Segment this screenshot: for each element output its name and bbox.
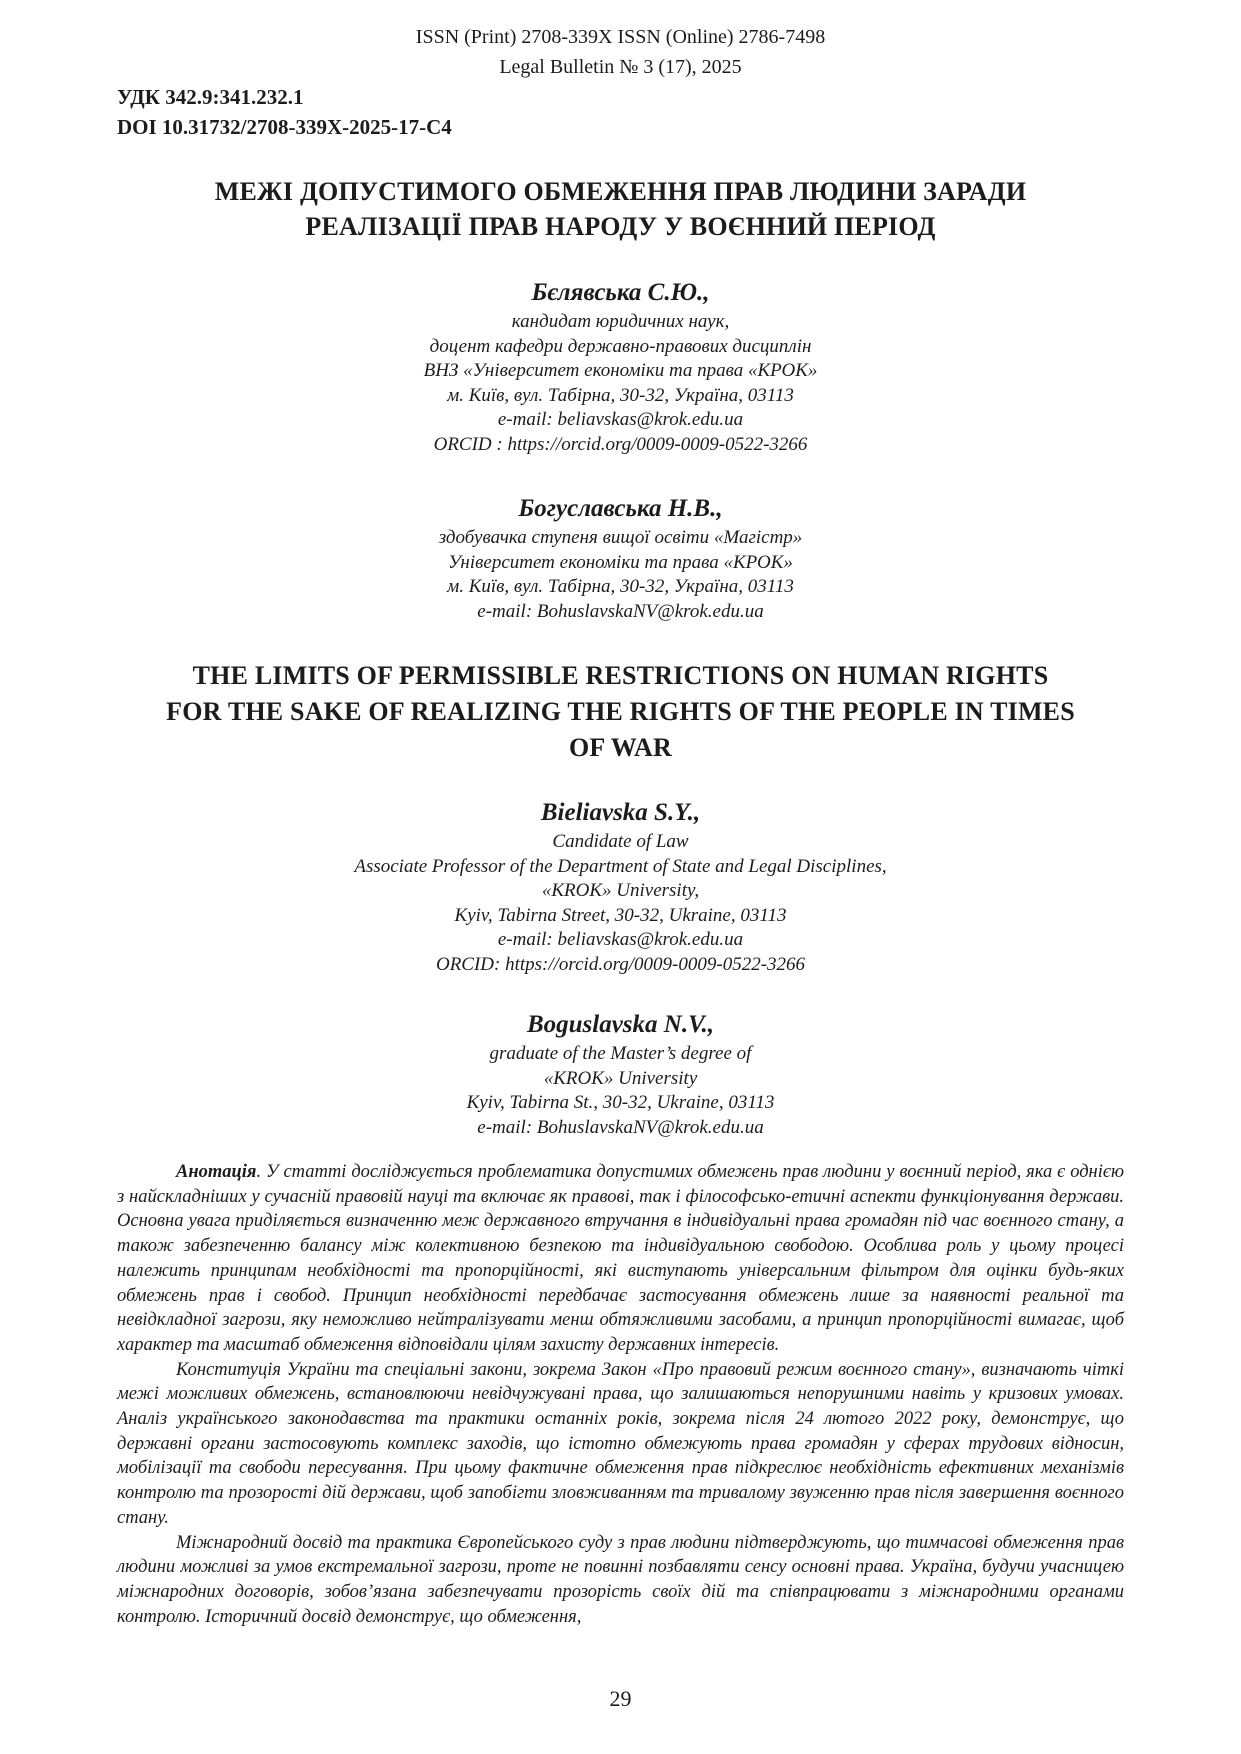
issn-header: ISSN (Print) 2708-339X ISSN (Online) 2786-7498 <box>415 26 826 48</box>
title-ua-line: МЕЖІ ДОПУСТИМОГО ОБМЕЖЕННЯ ПРАВ ЛЮДИНИ ЗАРАДИ <box>214 177 1027 206</box>
author-institution: «KROK» University <box>543 1067 698 1089</box>
author-address: м. Київ, вул. Табірна, 30-32, Україна, 03113 <box>447 384 794 406</box>
abstract-label: Анотація <box>176 1162 257 1182</box>
udk-code: УДК 342.9:341.232.1 <box>117 85 304 109</box>
title-ua-line: РЕАЛІЗАЦІЇ ПРАВ НАРОДУ У ВОЄННИЙ ПЕРІОД <box>305 212 936 241</box>
page-number: 29 <box>609 1686 632 1711</box>
title-en-line: OF WAR <box>568 733 673 762</box>
author-address: Kyiv, Tabirna Street, 30-32, Ukraine, 03113 <box>454 904 787 926</box>
author-institution: Університет економіки та права «КРОК» <box>448 551 793 573</box>
author-email: e-mail: BohuslavskaNV@krok.edu.ua <box>477 600 764 622</box>
abstract-paragraph: Конституція України та спеціальні закони, зокрема Закон «Про правовий режим воєнного стану», визначають чіткі межі можливих обмежень, встановлюючи невідчужувані права, що залишаються непорушними навіть у кризових умовах. Аналіз українського законодавства та практики останніх років, зокрема після 24 лютого 2022 року, демонструє, що державні органи застосовують комплекс заходів, що істотно обмежують права громадян у сферах трудових відносин, мобілізації та свободи пересування. При цьому фактичне обмеження прав підкреслює необхідність ефективних механізмів контролю та прозорості дій держави, щоб запобігти зловживанням та тривалому звуженню прав після завершення воєнного стану. <box>117 1359 1124 1528</box>
author-position: Associate Professor of the Department of State and Legal Disciplines, <box>354 855 887 877</box>
author-block-ua-1 <box>0 276 1241 457</box>
doi-code: DOI 10.31732/2708-339X-2025-17-C4 <box>117 115 452 139</box>
abstract-text: . У статті досліджується проблематика допустимих обмежень прав людини у воєнний період, яка є однією з найскладніших у сучасній правовій науці та включає як правові, так і філософсько-етичні аспекти функціонування держави. Основна увага приділяється визначенню меж державного втручання в індивідуальні права громадян під час воєнного стану, а також забезпеченню балансу між колективною безпекою та індивідуальною свободою. Особлива роль у цьому процесі належить принципам необхідності та пропорційності, які виступають універсальним фільтром для оцінки будь-яких обмежень прав і свобод. Принцип необхідності передбачає застосування обмежень лише за наявності реальної та невідкладної загрози, яку неможливо нейтралізувати менш обтяжливими засобами, а принцип пропорційності вимагає, щоб характер та масштаб обмеження відповідали цілям захисту державних інтересів. <box>117 1162 1124 1355</box>
author-name: Богуславська Н.В., <box>518 495 723 522</box>
abstract <box>117 1160 1124 1629</box>
title-en-line: THE LIMITS OF PERMISSIBLE RESTRICTIONS ON HUMAN RIGHTS <box>192 661 1049 690</box>
author-name: Boguslavska N.V., <box>526 1011 715 1038</box>
author-institution: «KROK» University, <box>541 880 700 901</box>
author-degree: здобувачка ступеня вищої освіти «Магістр» <box>438 527 803 548</box>
author-name: Бєлявська С.Ю., <box>531 279 710 306</box>
author-address: м. Київ, вул. Табірна, 30-32, Україна, 03113 <box>447 576 794 597</box>
author-position: доцент кафедри державно-правових дисциплін <box>429 335 812 357</box>
abstract-paragraph <box>117 1160 1124 1358</box>
author-institution: ВНЗ «Університет економіки та права «КРОК» <box>423 360 818 381</box>
title-ukrainian <box>100 174 1141 244</box>
author-block-en-1 <box>0 796 1241 977</box>
author-email: e-mail: BohuslavskaNV@krok.edu.ua <box>477 1116 764 1138</box>
author-block-ua-2 <box>0 492 1241 624</box>
author-degree: Candidate of Law <box>552 831 689 852</box>
author-email: e-mail: beliavskas@krok.edu.ua <box>497 929 744 950</box>
author-orcid: ORCID : https://orcid.org/0009-0009-0522-3266 <box>433 433 808 455</box>
author-address: Kyiv, Tabirna St., 30-32, Ukraine, 03113 <box>466 1092 775 1113</box>
author-degree: graduate of the Master’s degree of <box>489 1043 752 1064</box>
journal-issue-header: Legal Bulletin № 3 (17), 2025 <box>499 56 742 78</box>
author-email: e-mail: beliavskas@krok.edu.ua <box>497 409 744 430</box>
author-degree: кандидат юридичних наук, <box>511 311 730 332</box>
author-name: Bieliavska S.Y., <box>540 799 701 826</box>
author-orcid: ORCID: https://orcid.org/0009-0009-0522-3266 <box>435 953 806 975</box>
title-english <box>100 658 1141 766</box>
abstract-paragraph: Міжнародний досвід та практика Європейського суду з прав людини підтверджують, що тимчасові обмеження прав людини можливі за умов екстремальної загрози, проте не повинні позбавляти сенсу основні права. Україна, будучи учасницею міжнародних договорів, зобов’язана забезпечувати прозорість своїх дій та співпрацювати з міжнародними органами контролю. Історичний досвід демонструє, що обмеження, <box>117 1532 1124 1627</box>
author-block-en-2 <box>0 1008 1241 1140</box>
title-en-line: FOR THE SAKE OF REALIZING THE RIGHTS OF THE PEOPLE IN TIMES <box>166 697 1075 726</box>
